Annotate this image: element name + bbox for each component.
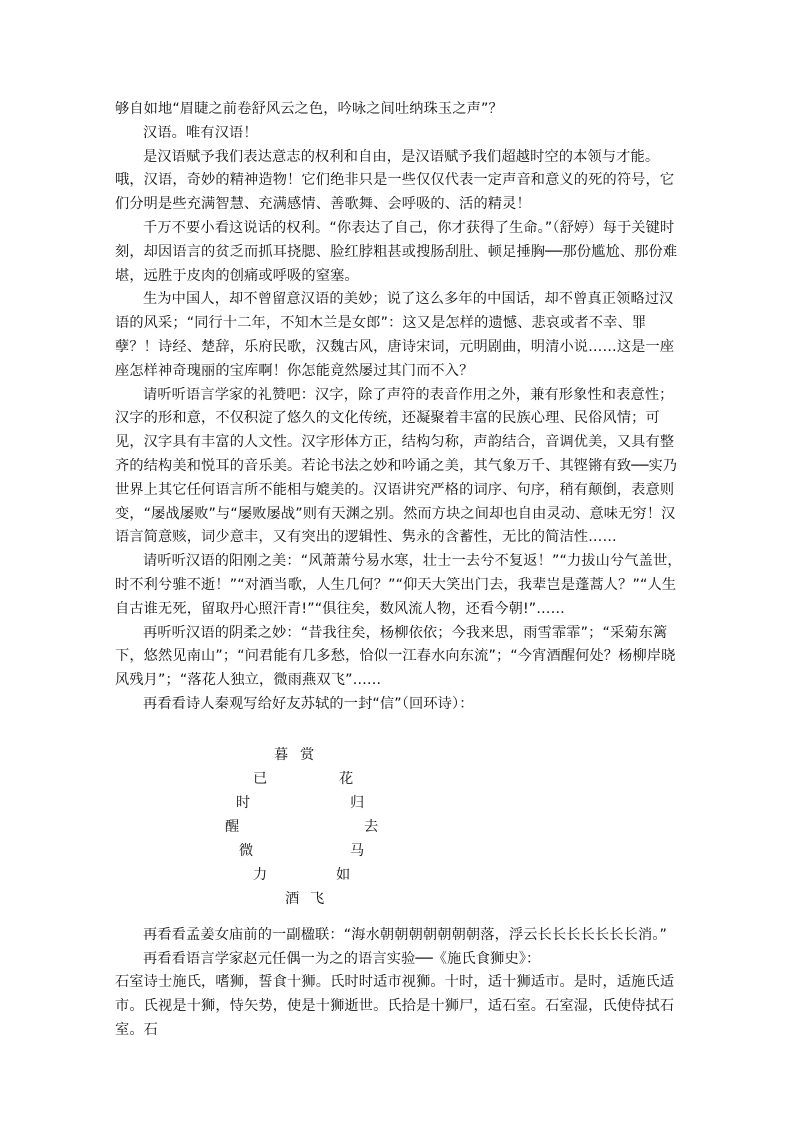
poem-character: 马 xyxy=(350,842,365,859)
paragraph: 汉语。唯有汉语！ xyxy=(143,124,258,141)
poem-character: 醒 xyxy=(225,818,240,835)
body-text xyxy=(115,98,685,1043)
poem-character: 飞 xyxy=(310,890,325,907)
poem-character: 归 xyxy=(350,794,365,811)
poem-character: 力 xyxy=(253,866,268,883)
poem-character: 时 xyxy=(236,794,251,811)
paragraph: 够自如地“眉睫之前卷舒风云之色，吟咏之间吐纳珠玉之声”？ xyxy=(115,101,503,117)
poem-character: 赏 xyxy=(300,746,315,763)
poem-character: 酒 xyxy=(285,890,300,907)
poem-character: 花 xyxy=(339,770,354,787)
poem-character: 暮 xyxy=(274,746,289,763)
poem-character: 去 xyxy=(364,818,379,835)
paragraph: 再看看语言学家赵元任偶一为之的语言实验──《施氏食狮史》： xyxy=(143,950,541,967)
poem-character: 如 xyxy=(336,866,351,883)
paragraph: 生为中国人，却不曾留意汉语的美妙；说了这么多年的中国话，却不曾真正领略过汉语的风采；“同行十二年，不知木兰是女郎”：这又是怎样的遗憾、悲哀或者不幸、罪孽？！诗经、楚辞，乐府民歌，汉魏古风，唐诗宋词，元明剧曲，明清小说……这是一座座怎样神奇瑰丽的宝库啊！你怎能竟然屡过其门而不入？ xyxy=(115,291,675,379)
paragraph: 再看看孟姜女庙前的一副楹联：“海水朝朝朝朝朝朝朝落，浮云长长长长长长长消。” xyxy=(143,926,668,943)
poem-character: 微 xyxy=(239,842,254,859)
paragraph: 哦，汉语，奇妙的精神造物！它们绝非只是一些仅仅代表一定声音和意义的死的符号，它们分明是些充满智慧、充满感情、善歌舞、会呼吸的、活的精灵！ xyxy=(115,172,675,213)
poem-character: 已 xyxy=(253,770,268,787)
paragraph: 再看看诗人秦观写给好友苏轼的一封“信”（回环诗）： xyxy=(143,695,474,712)
paragraph: 石室诗士施氏，嗜狮，誓食十狮。氏时时适市视狮。十时，适十狮适市。是时，适施氏适市。氏视是十狮，恃矢势，使是十狮逝世。氏拾是十狮尸，适石室。石室湿，氏使侍拭石室。石 xyxy=(115,974,675,1038)
paragraph: 请听听汉语的阳刚之美：“风萧萧兮易水寒，壮士一去兮不复返！”“力拔山兮气盖世，时不利兮骓不逝！”“对酒当歌，人生几何？”“仰天大笑出门去，我辈岂是蓬蒿人？”“人生自古谁无死，留取丹心照汗青!”“俱往矣，数风流人物，还看今朝!”…… xyxy=(115,553,682,617)
paragraph: 再听听汉语的阴柔之妙：“昔我往矣，杨柳依依；今我来思，雨雪霏霏”；“采菊东篱下，悠然见南山”；“问君能有几多愁，恰似一江春水向东流”；“今宵酒醒何处？杨柳岸晓风残月”；“落花人独立，微雨燕双飞”…… xyxy=(115,624,676,689)
palindrome-poem xyxy=(115,745,685,921)
paragraph: 是汉语赋予我们表达意志的权利和自由，是汉语赋予我们超越时空的本领与才能。 xyxy=(143,148,660,165)
paragraph: 请听听语言学家的礼赞吧：汉字，除了声符的表音作用之外，兼有形象性和表意性；汉字的形和意，不仅积淀了悠久的文化传统，还凝聚着丰富的民族心理、民俗风情；可见，汉字具有丰富的人文性。汉字形体方正，结构匀称，声韵结合，音调优美，又具有整齐的结构美和悦耳的音乐美。若论书法之妙和吟诵之美，其气象万千、其铿锵有致──实乃世界上其它任何语言所不能相与媲美的。汉语讲究严格的词序、句序，稍有颠倒，表意则变，“屡战屡败”与“屡败屡战”则有天渊之别。然而方块之间却也自由灵动、意味无穷！汉语言简意赅，词少意丰，又有突出的逻辑性、隽永的含蓄性，无比的简洁性…… xyxy=(115,386,678,546)
paragraph: 千万不要小看这说话的权利。“你表达了自己，你才获得了生命。”（舒婷）每于关键时刻，却因语言的贫乏而抓耳挠腮、脸红脖粗甚或搜肠刮肚、顿足捶胸──那份尴尬、那份难堪，远胜于皮肉的创痛或呼吸的窒塞。 xyxy=(115,219,678,284)
